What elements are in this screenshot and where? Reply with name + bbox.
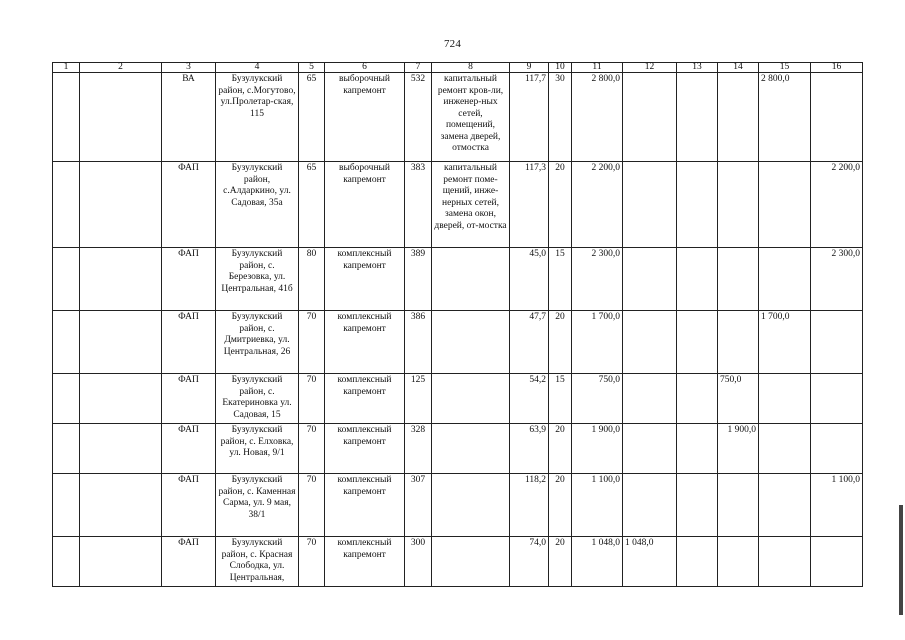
facility-type: ФАП bbox=[162, 424, 216, 474]
cell-col15: 1 700,0 bbox=[759, 311, 811, 374]
cell-col15 bbox=[759, 374, 811, 424]
repair-type: комплексный капремонт bbox=[325, 248, 405, 311]
column-header: 10 bbox=[549, 63, 572, 73]
cell-col10: 20 bbox=[549, 537, 572, 587]
cell-col10: 20 bbox=[549, 311, 572, 374]
works-description bbox=[432, 311, 510, 374]
column-header: 2 bbox=[80, 63, 162, 73]
cell-col11: 2 800,0 bbox=[572, 73, 623, 162]
facility-type: ВА bbox=[162, 73, 216, 162]
cell-col13 bbox=[677, 537, 718, 587]
cell-col13 bbox=[677, 311, 718, 374]
cell-col14 bbox=[718, 474, 759, 537]
repair-type: комплексный капремонт bbox=[325, 311, 405, 374]
cell-col7: 328 bbox=[405, 424, 432, 474]
cell-col11: 1 900,0 bbox=[572, 424, 623, 474]
column-header: 13 bbox=[677, 63, 718, 73]
cell-col2 bbox=[80, 73, 162, 162]
cell-col5: 65 bbox=[299, 162, 325, 248]
cell-col16: 2 200,0 bbox=[811, 162, 863, 248]
cell-col15: 2 800,0 bbox=[759, 73, 811, 162]
cell-col5: 70 bbox=[299, 311, 325, 374]
facility-address: Бузулукский район, с. Дмитриевка, ул. Центральная, 26 bbox=[216, 311, 299, 374]
cell-col9: 45,0 bbox=[510, 248, 549, 311]
table-row bbox=[53, 311, 863, 374]
cell-col16 bbox=[811, 311, 863, 374]
cell-col7: 125 bbox=[405, 374, 432, 424]
cell-col2 bbox=[80, 248, 162, 311]
facility-type: ФАП bbox=[162, 311, 216, 374]
cell-col1 bbox=[53, 311, 80, 374]
cell-col7: 386 bbox=[405, 311, 432, 374]
repair-type: комплексный капремонт bbox=[325, 374, 405, 424]
table-row bbox=[53, 424, 863, 474]
cell-col12 bbox=[623, 424, 677, 474]
cell-col5: 80 bbox=[299, 248, 325, 311]
cell-col2 bbox=[80, 474, 162, 537]
column-header: 16 bbox=[811, 63, 863, 73]
facility-address: Бузулукский район, с. Екатериновка ул. Садовая, 15 bbox=[216, 374, 299, 424]
repair-type: выборочный капремонт bbox=[325, 73, 405, 162]
cell-col2 bbox=[80, 374, 162, 424]
works-description: капитальный ремонт кров-ли, инженер-ных сетей, помещений, замена дверей, отмостка bbox=[432, 73, 510, 162]
facility-type: ФАП bbox=[162, 248, 216, 311]
cell-col14: 1 900,0 bbox=[718, 424, 759, 474]
cell-col10: 30 bbox=[549, 73, 572, 162]
facility-type: ФАП bbox=[162, 374, 216, 424]
cell-col12: 1 048,0 bbox=[623, 537, 677, 587]
cell-col10: 15 bbox=[549, 248, 572, 311]
cell-col14 bbox=[718, 537, 759, 587]
works-description bbox=[432, 474, 510, 537]
cell-col16: 1 100,0 bbox=[811, 474, 863, 537]
cell-col11: 1 100,0 bbox=[572, 474, 623, 537]
cell-col11: 1 048,0 bbox=[572, 537, 623, 587]
column-header: 12 bbox=[623, 63, 677, 73]
column-header: 14 bbox=[718, 63, 759, 73]
cell-col13 bbox=[677, 424, 718, 474]
cell-col13 bbox=[677, 374, 718, 424]
cell-col12 bbox=[623, 248, 677, 311]
facility-type: ФАП bbox=[162, 162, 216, 248]
cell-col14 bbox=[718, 311, 759, 374]
cell-col12 bbox=[623, 73, 677, 162]
cell-col7: 532 bbox=[405, 73, 432, 162]
cell-col1 bbox=[53, 474, 80, 537]
column-header: 9 bbox=[510, 63, 549, 73]
table-row bbox=[53, 248, 863, 311]
table-row bbox=[53, 162, 863, 248]
table-row bbox=[53, 474, 863, 537]
cell-col16 bbox=[811, 374, 863, 424]
cell-col14 bbox=[718, 73, 759, 162]
cell-col13 bbox=[677, 162, 718, 248]
cell-col9: 118,2 bbox=[510, 474, 549, 537]
cell-col9: 54,2 bbox=[510, 374, 549, 424]
facility-address: Бузулукский район, с. Каменная Сарма, ул. 9 мая, 38/1 bbox=[216, 474, 299, 537]
facility-address: Бузулукский район, с.Алдаркино, ул. Садовая, 35а bbox=[216, 162, 299, 248]
cell-col10: 20 bbox=[549, 474, 572, 537]
works-description bbox=[432, 537, 510, 587]
cell-col13 bbox=[677, 248, 718, 311]
cell-col15 bbox=[759, 537, 811, 587]
cell-col16 bbox=[811, 424, 863, 474]
cell-col5: 70 bbox=[299, 374, 325, 424]
cell-col7: 389 bbox=[405, 248, 432, 311]
cell-col9: 47,7 bbox=[510, 311, 549, 374]
column-header: 3 bbox=[162, 63, 216, 73]
cell-col1 bbox=[53, 248, 80, 311]
cell-col11: 2 200,0 bbox=[572, 162, 623, 248]
facility-type: ФАП bbox=[162, 537, 216, 587]
facility-address: Бузулукский район, с. Красная Слободка, ул. Центральная, bbox=[216, 537, 299, 587]
repair-type: комплексный капремонт bbox=[325, 424, 405, 474]
table-row bbox=[53, 374, 863, 424]
cell-col2 bbox=[80, 424, 162, 474]
scan-edge-mark bbox=[899, 505, 903, 615]
works-description bbox=[432, 374, 510, 424]
cell-col14 bbox=[718, 162, 759, 248]
cell-col15 bbox=[759, 162, 811, 248]
cell-col9: 74,0 bbox=[510, 537, 549, 587]
facility-address: Бузулукский район, с. Елховка, ул. Новая, 9/1 bbox=[216, 424, 299, 474]
cell-col11: 750,0 bbox=[572, 374, 623, 424]
cell-col10: 20 bbox=[549, 162, 572, 248]
cell-col7: 307 bbox=[405, 474, 432, 537]
cell-col2 bbox=[80, 311, 162, 374]
cell-col14: 750,0 bbox=[718, 374, 759, 424]
cell-col9: 117,7 bbox=[510, 73, 549, 162]
facility-address: Бузулукский район, с. Березовка, ул. Центральная, 41б bbox=[216, 248, 299, 311]
page-number: 724 bbox=[443, 38, 462, 50]
table-row bbox=[53, 73, 863, 162]
column-header: 8 bbox=[432, 63, 510, 73]
cell-col12 bbox=[623, 162, 677, 248]
cell-col1 bbox=[53, 73, 80, 162]
column-header: 4 bbox=[216, 63, 299, 73]
cell-col5: 70 bbox=[299, 537, 325, 587]
cell-col10: 15 bbox=[549, 374, 572, 424]
cell-col2 bbox=[80, 162, 162, 248]
works-description bbox=[432, 424, 510, 474]
cell-col1 bbox=[53, 424, 80, 474]
cell-col1 bbox=[53, 537, 80, 587]
repair-type: комплексный капремонт bbox=[325, 537, 405, 587]
cell-col11: 2 300,0 bbox=[572, 248, 623, 311]
works-description: капитальный ремонт поме-щений, инже-нерных сетей, замена окон, дверей, от-мостка bbox=[432, 162, 510, 248]
cell-col14 bbox=[718, 248, 759, 311]
cell-col9: 63,9 bbox=[510, 424, 549, 474]
cell-col12 bbox=[623, 374, 677, 424]
cell-col15 bbox=[759, 424, 811, 474]
cell-col9: 117,3 bbox=[510, 162, 549, 248]
column-number-row bbox=[53, 63, 863, 73]
repair-type: выборочный капремонт bbox=[325, 162, 405, 248]
cell-col11: 1 700,0 bbox=[572, 311, 623, 374]
cell-col13 bbox=[677, 73, 718, 162]
cell-col13 bbox=[677, 474, 718, 537]
cell-col7: 383 bbox=[405, 162, 432, 248]
column-header: 5 bbox=[299, 63, 325, 73]
works-description bbox=[432, 248, 510, 311]
cell-col7: 300 bbox=[405, 537, 432, 587]
column-header: 11 bbox=[572, 63, 623, 73]
column-header: 7 bbox=[405, 63, 432, 73]
table-row bbox=[53, 537, 863, 587]
cell-col12 bbox=[623, 311, 677, 374]
cell-col5: 70 bbox=[299, 474, 325, 537]
cell-col5: 65 bbox=[299, 73, 325, 162]
facility-address: Бузулукский район, с.Могутово, ул.Пролетар-ская, 115 bbox=[216, 73, 299, 162]
cell-col12 bbox=[623, 474, 677, 537]
cell-col1 bbox=[53, 374, 80, 424]
cell-col15 bbox=[759, 474, 811, 537]
column-header: 6 bbox=[325, 63, 405, 73]
repair-type: комплексный капремонт bbox=[325, 474, 405, 537]
facility-type: ФАП bbox=[162, 474, 216, 537]
cell-col1 bbox=[53, 162, 80, 248]
cell-col5: 70 bbox=[299, 424, 325, 474]
investment-table bbox=[52, 62, 863, 587]
column-header: 15 bbox=[759, 63, 811, 73]
cell-col16 bbox=[811, 537, 863, 587]
cell-col15 bbox=[759, 248, 811, 311]
cell-col2 bbox=[80, 537, 162, 587]
cell-col16: 2 300,0 bbox=[811, 248, 863, 311]
cell-col16 bbox=[811, 73, 863, 162]
column-header: 1 bbox=[53, 63, 80, 73]
cell-col10: 20 bbox=[549, 424, 572, 474]
